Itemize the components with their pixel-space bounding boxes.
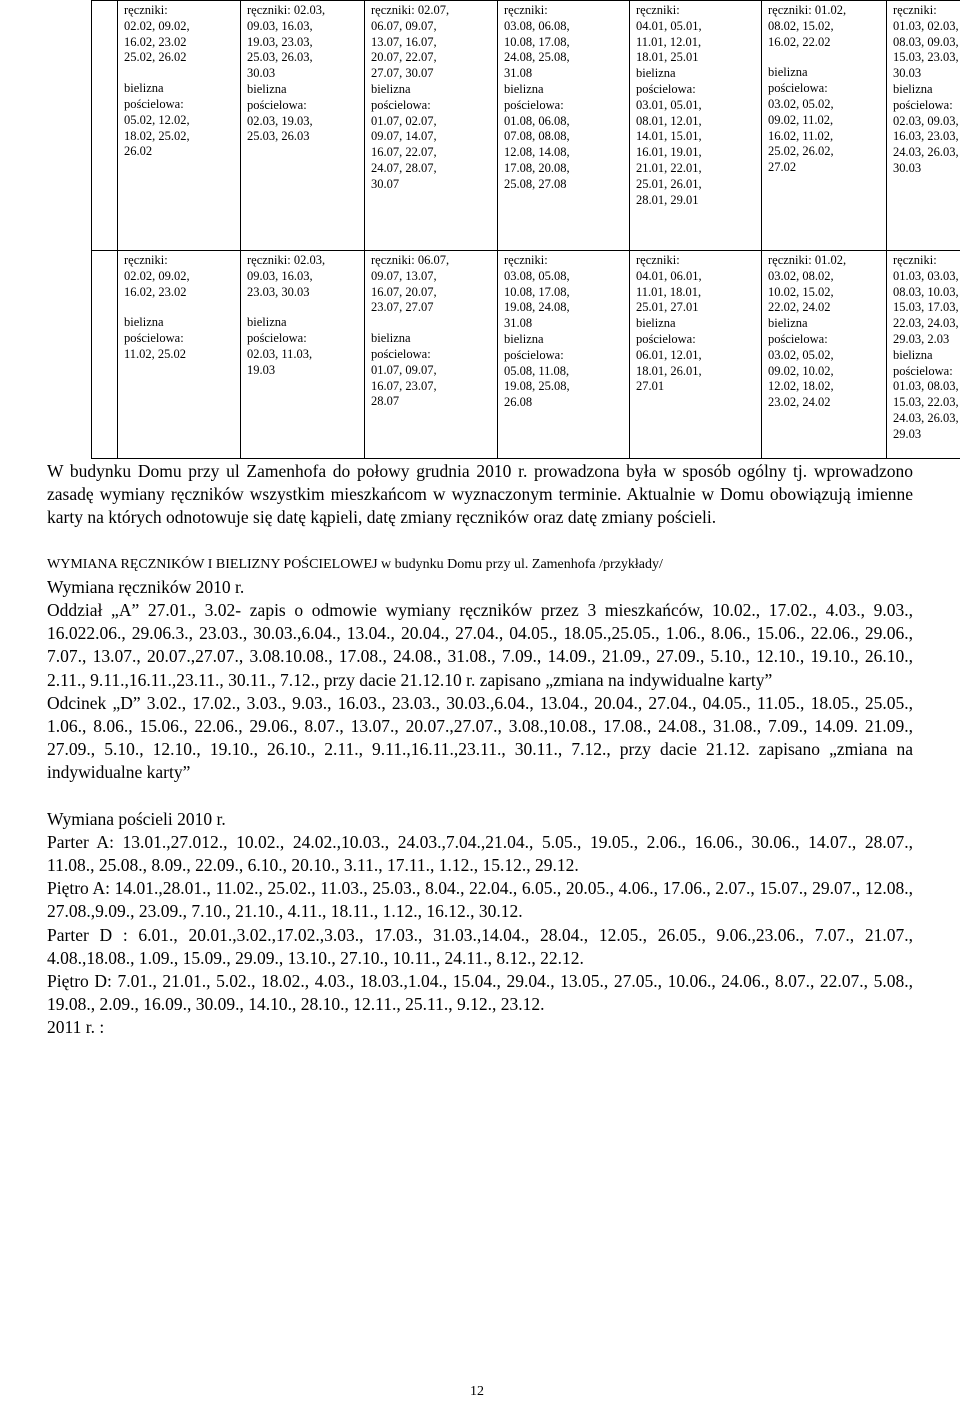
- cell-line: 18.01, 26.01,: [636, 363, 702, 378]
- cell-line: 09.07, 13.07,: [371, 268, 437, 283]
- cell-line: 23.02, 24.02: [768, 395, 831, 410]
- cell-line: 02.02, 09.02,: [124, 268, 190, 283]
- cell-line: 24.07, 28.07,: [371, 160, 437, 175]
- cell-line: 31.08: [504, 66, 533, 81]
- cell-line: bielizna: [504, 331, 544, 346]
- cell-line: 23.07, 27.07: [371, 300, 434, 315]
- cell-line: 28.01, 29.01: [636, 192, 699, 207]
- cell-line: 23.03, 30.03: [247, 284, 310, 299]
- schedule-row: [92, 251, 960, 459]
- cell-line: 07.08, 08.08,: [504, 129, 570, 144]
- cell-line: bielizna: [768, 65, 808, 80]
- cell-line: 26.08: [504, 395, 533, 410]
- cell-line: 25.02, 26.02,: [768, 144, 834, 159]
- cell-line: 06.01, 12.01,: [636, 347, 702, 362]
- cell-line: 30.03: [893, 160, 922, 175]
- cell-line: 03.01, 05.01,: [636, 97, 702, 112]
- table-cell: [887, 251, 960, 459]
- cell-line: pościelowa:: [636, 81, 696, 96]
- cell-line: ręczniki: 01.02,: [768, 253, 847, 267]
- cell-line: 02.03, 19.03,: [247, 113, 313, 128]
- cell-line: pościelowa:: [504, 97, 564, 112]
- cell-line: 16.02, 22.02: [768, 34, 831, 49]
- table-cell: [887, 1, 960, 251]
- cell-line: bielizna: [371, 331, 411, 346]
- cell-line: 02.03, 11.03,: [247, 346, 313, 361]
- page-number: 12: [470, 1384, 484, 1399]
- cell-line: 17.08, 20.08,: [504, 160, 570, 175]
- cell-line: 26.02: [124, 144, 153, 159]
- cell-line: 27.07, 30.07: [371, 66, 434, 81]
- cell-line: 09.02, 11.02,: [768, 112, 834, 127]
- towel-section-d: Odcinek „D” 3.02., 17.02., 3.03., 9.03., 16.03., 23.03., 30.03.,6.04., 13.04., 20.04., 27.04., 04.05., 11.05., 18.05., 25.05., 1.06., 8.06., 15.06., 22.06., 29.06., 8.07., 13.07., 20.07.,27.07., 3.08.,10.08., 17.08., 24.08., 31.08., 7.09., 14.09. 21.09., 27.09., 5.10., 12.10., 19.10., 26.10., 2.11., 9.11.,16.11.,23.11., 30.11., 7.12., przy dacie 21.12. zapisano „zmiana na indywidualne karty”: [47, 692, 913, 783]
- cell-line: ręczniki: 02.03,: [247, 253, 326, 267]
- cell-line: 01.03, 03.03,: [893, 268, 959, 283]
- table-cell: [118, 1, 241, 251]
- cell-line: pościelowa:: [371, 97, 431, 112]
- intro-paragraph: W budynku Domu przy ul Zamenhofa do połowy grudnia 2010 r. prowadzona była w sposób ogólny tj. wprowadzono zasadę wymiany ręczników wszystkim mieszkańcom w wyznaczonym terminie. Aktualnie w Domu obowiązują imienne karty na których odnotowuje się datę kąpieli, datę zmiany ręczników oraz datę zmiany pościeli.: [47, 461, 913, 528]
- body-text: [47, 460, 913, 1040]
- cell-line: 25.08, 27.08: [504, 176, 567, 191]
- cell-line: 09.02, 10.02,: [768, 363, 834, 378]
- cell-line: 09.03, 16.03,: [247, 268, 313, 283]
- cell-line: 27.02: [768, 160, 797, 175]
- table-spacer-cell: [92, 251, 118, 459]
- cell-line: pościelowa:: [893, 363, 953, 378]
- cell-line: 16.02, 11.02,: [768, 128, 834, 143]
- cell-line: 30.03: [247, 66, 276, 81]
- cell-line: ręczniki: 01.02,: [768, 3, 847, 17]
- schedule-row: [92, 1, 960, 251]
- cell-line: pościelowa:: [124, 331, 184, 346]
- cell-line: 08.03, 09.03,: [893, 34, 959, 49]
- cell-line: 21.01, 22.01,: [636, 160, 702, 175]
- cell-line: 19.08, 24.08,: [504, 300, 570, 315]
- cell-line: bielizna: [247, 81, 287, 96]
- cell-line: bielizna: [636, 66, 676, 81]
- cell-line: 09.03, 16.03,: [247, 18, 313, 33]
- cell-line: pościelowa:: [636, 331, 696, 346]
- cell-line: 18.02, 25.02,: [124, 128, 190, 143]
- cell-line: 16.07, 22.07,: [371, 145, 437, 160]
- towel-ward-a: Oddział „A” 27.01., 3.02- zapis o odmowie wymiany ręczników przez 3 mieszkańców, 10.02., 17.02., 4.03., 9.03., 16.022.06., 29.06.3., 23.03., 30.03.,6.04., 13.04., 20.04., 27.04., 04.05., 18.05.,25.05., 1.06., 8.06., 15.06., 22.06., 29.06., 7.07., 13.07., 20.07.,27.07., 3.08.10.08., 17.08., 24.08., 31.08., 7.09., 14.09., 21.09., 27.09., 5.10., 12.10., 19.10., 26.10., 2.11., 9.11.,16.11.,23.11., 30.11., 7.12., przy dacie 21.12.10 r. zapisano „zmiana na indywidualne karty”: [47, 600, 913, 690]
- cell-line: ręczniki:: [893, 3, 937, 17]
- cell-line: 25.03, 26.03: [247, 129, 310, 144]
- cell-line: 09.07, 14.07,: [371, 129, 437, 144]
- cell-line: pościelowa:: [768, 331, 828, 346]
- cell-line: pościelowa:: [768, 81, 828, 96]
- table-cell: [762, 251, 887, 459]
- cell-line: 04.01, 06.01,: [636, 268, 702, 283]
- table-cell: [498, 251, 630, 459]
- cell-line: ręczniki:: [636, 253, 680, 267]
- cell-line: pościelowa:: [893, 97, 953, 112]
- cell-line: 29.03, 2.03: [893, 331, 950, 346]
- cell-line: bielizna: [893, 81, 933, 96]
- cell-line: 19.03: [247, 362, 276, 377]
- cell-line: pościelowa:: [124, 96, 184, 111]
- cell-line: 28.07: [371, 394, 400, 409]
- cell-line: pościelowa:: [371, 346, 431, 361]
- bedding-parter-a: Parter A: 13.01.,27.012., 10.02., 24.02.,10.03., 24.03.,7.04.,21.04., 5.05., 19.05., 2.06., 16.06., 30.06., 14.07., 28.07., 11.08., 25.08., 8.09., 22.09., 6.10., 20.10., 3.11., 17.11., 1.12., 15.12., 29.12.: [47, 831, 913, 876]
- cell-line: 12.02, 18.02,: [768, 379, 834, 394]
- cell-line: bielizna: [893, 347, 933, 362]
- cell-line: bielizna: [371, 81, 411, 96]
- table-spacer-cell: [92, 1, 118, 251]
- cell-line: 12.08, 14.08,: [504, 145, 570, 160]
- cell-line: 25.01, 26.01,: [636, 176, 702, 191]
- cell-line: pościelowa:: [247, 331, 307, 346]
- cell-line: 16.02, 23.02: [124, 284, 187, 299]
- cell-line: 03.02, 05.02,: [768, 347, 834, 362]
- cell-line: bielizna: [636, 316, 676, 331]
- towel-heading: Wymiana ręczników 2010 r.: [47, 576, 245, 597]
- cell-line: ręczniki:: [504, 3, 548, 17]
- cell-line: 24.08, 25.08,: [504, 50, 570, 65]
- cell-line: 02.03, 09.03,: [893, 113, 959, 128]
- cell-line: 16.02, 23.02: [124, 34, 187, 49]
- cell-line: 10.08, 17.08,: [504, 284, 570, 299]
- cell-line: 03.02, 05.02,: [768, 96, 834, 111]
- cell-line: ręczniki:: [636, 3, 680, 17]
- cell-line: 08.03, 10.03,: [893, 284, 959, 299]
- table-cell: [365, 1, 498, 251]
- cell-line: ręczniki:: [124, 253, 168, 267]
- cell-line: 20.07, 22.07,: [371, 50, 437, 65]
- cell-line: 01.07, 02.07,: [371, 113, 437, 128]
- cell-line: 11.01, 18.01,: [636, 284, 702, 299]
- cell-line: 03.08, 05.08,: [504, 268, 570, 283]
- cell-line: 27.01: [636, 379, 665, 394]
- table-cell: [365, 251, 498, 459]
- cell-line: 08.02, 15.02,: [768, 18, 834, 33]
- cell-line: 30.07: [371, 176, 400, 191]
- cell-line: 01.08, 06.08,: [504, 113, 570, 128]
- cell-line: 30.03: [893, 66, 922, 81]
- table-cell: [630, 251, 762, 459]
- cell-line: 01.03, 02.03,: [893, 18, 959, 33]
- cell-line: ręczniki: 06.07,: [371, 253, 450, 267]
- schedule-table: [91, 0, 960, 459]
- cell-line: ręczniki:: [124, 3, 168, 17]
- bedding-parter-d: Parter D : 6.01., 20.01.,3.02.,17.02.,3.03., 17.03., 31.03.,14.04., 28.04., 12.05., 26.05., 9.06.,23.06., 7.07., 21.07., 4.08.,18.08., 1.09., 15.09., 29.09., 13.10., 27.10., 10.11., 24.11., 8.12., 22.12.: [47, 924, 913, 968]
- cell-line: 24.03, 26.03,: [893, 145, 959, 160]
- cell-line: ręczniki: 02.03,: [247, 3, 326, 17]
- cell-line: 11.02, 25.02: [124, 346, 187, 361]
- cell-line: 19.03, 23.03,: [247, 34, 313, 49]
- table-cell: [118, 251, 241, 459]
- cell-line: 16.03, 23.03,: [893, 129, 959, 144]
- cell-line: 31.08: [504, 316, 533, 331]
- cell-line: 08.01, 12.01,: [636, 113, 702, 128]
- cell-line: ręczniki:: [893, 253, 937, 267]
- cell-line: 22.03, 24.03,: [893, 316, 959, 331]
- cell-line: 25.03, 26.03,: [247, 50, 313, 65]
- cell-line: 03.08, 06.08,: [504, 18, 570, 33]
- blank-line: [47, 530, 913, 553]
- cell-line: 01.07, 09.07,: [371, 362, 437, 377]
- cell-line: 29.03: [893, 426, 922, 441]
- cell-line: 16.01, 19.01,: [636, 145, 702, 160]
- cell-line: 11.01, 12.01,: [636, 34, 702, 49]
- cell-line: 13.07, 16.07,: [371, 34, 437, 49]
- cell-line: 15.03, 17.03,: [893, 300, 959, 315]
- cell-line: 25.02, 26.02: [124, 50, 187, 65]
- cell-line: 22.02, 24.02: [768, 300, 831, 315]
- cell-line: ręczniki:: [504, 253, 548, 267]
- cell-line: bielizna: [124, 315, 164, 330]
- cell-line: 14.01, 15.01,: [636, 129, 702, 144]
- cell-line: 16.07, 20.07,: [371, 284, 437, 299]
- bedding-heading: Wymiana pościeli 2010 r.: [47, 808, 226, 829]
- cell-line: 01.03, 08.03,: [893, 379, 959, 394]
- cell-line: bielizna: [124, 81, 164, 96]
- cell-line: bielizna: [247, 315, 287, 330]
- blank-line: [47, 785, 913, 808]
- bedding-pietro-a: Piętro A: 14.01.,28.01., 11.02., 25.02., 11.03., 25.03., 8.04., 22.04., 6.05., 20.05., 4.06., 17.06., 2.07., 15.07., 29.07., 12.08., 27.08.,9.09., 23.09., 7.10., 21.10., 4.11., 18.11., 1.12., 16.12., 30.12.: [47, 878, 913, 922]
- cell-line: 16.07, 23.07,: [371, 378, 437, 393]
- cell-line: 15.03, 22.03,: [893, 395, 959, 410]
- cell-line: 05.02, 12.02,: [124, 112, 190, 127]
- cell-line: 24.03, 26.03,: [893, 410, 959, 425]
- cell-line: pościelowa:: [247, 97, 307, 112]
- cell-line: bielizna: [768, 316, 808, 331]
- cell-line: 19.08, 25.08,: [504, 379, 570, 394]
- section-heading: WYMIANA RĘCZNIKÓW I BIELIZNY POŚCIELOWEJ w budynku Domu przy ul. Zamenhofa /przykłady/: [47, 556, 663, 572]
- cell-line: 10.08, 17.08,: [504, 34, 570, 49]
- table-cell: [241, 1, 365, 251]
- cell-line: 04.01, 05.01,: [636, 18, 702, 33]
- year-2011-label: 2011 r. :: [47, 1017, 105, 1038]
- cell-line: 18.01, 25.01: [636, 50, 699, 65]
- cell-line: 06.07, 09.07,: [371, 18, 437, 33]
- cell-line: 02.02, 09.02,: [124, 18, 190, 33]
- table-cell: [498, 1, 630, 251]
- cell-line: 25.01, 27.01: [636, 300, 699, 315]
- cell-line: 10.02, 15.02,: [768, 284, 834, 299]
- table-cell: [241, 251, 365, 459]
- table-cell: [630, 1, 762, 251]
- bedding-pietro-d: Piętro D: 7.01., 21.01., 5.02., 18.02., 4.03., 18.03.,1.04., 15.04., 29.04., 13.05., 27.05., 10.06., 24.06., 8.07., 22.07., 5.08., 19.08., 2.09., 16.09., 30.09., 14.10., 28.10., 12.11., 25.11., 9.12., 23.12.: [47, 971, 913, 1015]
- cell-line: 15.03, 23.03,: [893, 50, 959, 65]
- cell-line: bielizna: [504, 81, 544, 96]
- cell-line: 03.02, 08.02,: [768, 268, 834, 283]
- table-cell: [762, 1, 887, 251]
- cell-line: 05.08, 11.08,: [504, 363, 570, 378]
- cell-line: pościelowa:: [504, 347, 564, 362]
- cell-line: ręczniki: 02.07,: [371, 3, 450, 17]
